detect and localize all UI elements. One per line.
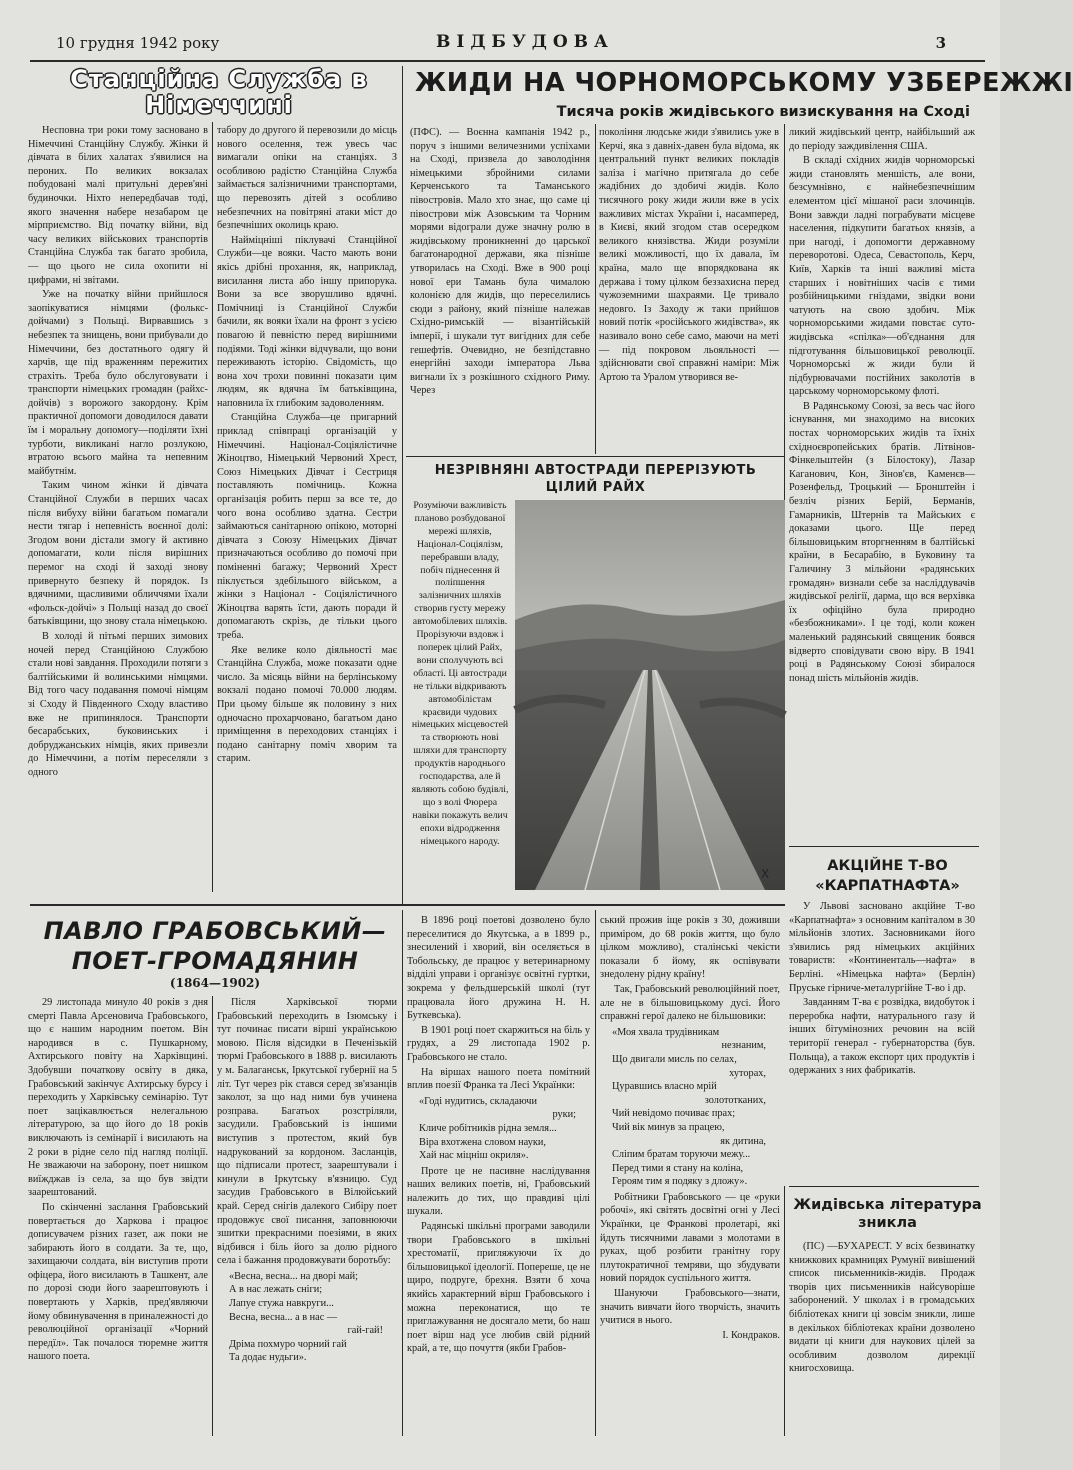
column-rule (212, 996, 213, 1436)
autobahn-headline: НЕЗРІВНЯНІ АВТОСТРАДИ ПЕРЕРІЗУЮТЬ ЦІЛИЙ РАЙХ (434, 463, 757, 495)
jews-article-col-3 (789, 126, 975, 844)
literature-text (789, 1240, 975, 1450)
autobahn-photo (515, 500, 785, 890)
verse-line: Лапуе стужа навкруги... (229, 1298, 334, 1310)
verse-line: руки; (552, 1109, 576, 1121)
caption-text: Розуміючи важливість планово розбудованої мережі шляхів, Націонал-Соціялізм, перебравши владу, побіч піднесення й поліпшення залізничних шляхів створив густу мережу автомобілевих шляхів. Прорізуючи вздовж і поперек цілий Райх, вони сполучують всі області. Ці автостради не тільки відкривають автомобілістам краєвиди чудових німецьких місцевостей та створюють нові шляхи для транспорту продуктів народнього господарства, але й являють собою будівлі, що з волі Фюрера навіки покажуть велич епохи відродження німецького народу. (411, 500, 509, 847)
grabovsky-col-4 (600, 914, 780, 1454)
paragraph: По скінченні заслання Грабовський повертається до Харкова і працює дописувачем різних газет, аж поки не забирають його в солдати. За те, що, захищаючи солдата, він виступив проти офіцера, його висилають в Ташкент, але по дорозі сюди його заарештовують і повертають у Харків, пред'являючи йому обвинувачення в приналежності до революційної організації «Чорний передїл». Так почалося тюремне життя нашого поета. (28, 1201, 208, 1363)
paragraph: В 1896 році поетові дозволено було переселитися до Якутська, а в 1899 р., знесилений і хворий, він оселяється в Тобольську, де працює у ветеринарному відділі управи і організує освітні гуртки, зокрема у фельдшерській школі (тут працювала його дружина Н. Н. Буткевська). (407, 915, 590, 1022)
verse-line: Перед тими я стану на коліна, (612, 1162, 744, 1174)
newspaper-title: ВІДБУДОВА (436, 32, 614, 52)
verse-line: Цуравшись власно мрій (612, 1081, 717, 1093)
paragraph: На віршах нашого поета помітний вплив поезії Франка та Лесі Українки: (407, 1066, 590, 1092)
verse-line: Героям тим я подяку з дложу». (612, 1176, 748, 1188)
paragraph: В 1901 році поет скаржиться на біль у грудях, а 29 листопада 1902 р. Грабовського не стало. (407, 1024, 590, 1063)
verse-line: «Моя хвала трудівникам (612, 1026, 720, 1038)
jews-article-subtitle: Тисяча років жидівського визискування на Сході (556, 104, 970, 120)
grabovsky-col-2 (217, 996, 397, 1436)
poem-excerpt (217, 1270, 397, 1365)
author-signature: І. Кондраков. (722, 1329, 780, 1341)
paragraph: Найміцніші піклувачі Станційної Служби—це вояки. Часто мають вони якісь дрібні прохання, як, наприклад, висилання листа або іншу припорука. Вони за все зворушливо вдячні. Помічниці із Станційної Служби бачили, як вояки їхали на фронт з усією повагою й певністю перед вирішними подіями. Тоді жінки відчували, що вони переживають історію. Свідомість, що вона хоч трохи повинні показати цим людям, як вдячна їм батьківщина, наповнила їх глибоким задоволенням. (217, 234, 397, 409)
column-rule (402, 66, 403, 906)
column-rule (595, 124, 596, 454)
paragraph: 29 листопада минуло 40 років з дня смерті Павла Арсеновича Грабовського, що є нашим народним поетом. Він народився в с. Пушкарному, Ахтирського повіту на Харківщині. Здобувши початкову освіту в дяка, Грабовський закінчує Ахтирську бурсу і переходить у Харківську семінарію. Тут поет зацікавлюється нелегальною літературою, за що його до 18 років виключають із семінарії і висилають на 2 роки в рідне село під нагляд поліції. Не зважаючи на заборону, поет нишком виїжджав із села, за що був звідти заарештований. (28, 997, 208, 1199)
paragraph: Так, Грабовський революційний поет, але не в більшовицькому дусі. Його справжні герої далеко не більшовики: (600, 983, 780, 1023)
paragraph: Робітники Грабовського — це «руки робочі», які світять досвітні огні у Лесі Українки, це Франкові пролетарі, які йдуть тисячними лавами з молотами в руках, щоб розбити гранітну гору плутократичної темряви, що збудувати новий порядок суспільного життя. (600, 1191, 780, 1285)
jews-article-col-2: покоління людське жиди з'явились уже в Керчі, яка з давніх-давен була відома, як центральний пункт великих покладів заліза і магічно притягала до себе жадібних до здобичі жидів. Коло тисячного року жиди жили вже в усіх важливих містах України і, насамперед, в Києві, який згодом став осередком великого князівства. Жиди розуміли великі можливості, що їх давала, їм країна, мало ще впорядкована як держава і тому цілком беззахисна перед чужоземними шахраями. Це тривало недовго. Із Заходу ж таки прийшов новий потік «російського жидівства», як називало воно себе само, маючи на меті — під покровом льояльності — здійснювати свої справжні наміри: Між Артою та Уралом утворився ве- (599, 127, 779, 383)
station-service-col-2 (217, 124, 397, 894)
station-service-title: Станційна Служба в Німеччині (70, 65, 368, 119)
paragraph: Несповна три роки тому засновано в Німеччині Станційну Службу. Жінки й дівчата в білих халатах з'явилися на пероних. По великих вокзалах побудовані малі притульні дерев'яні будиночки. Ніхто непередбачав тоді, якого значення набере незабаром це мірприємство. Від початку війни, від часу великих військових транспортів Станційна Служба так багато зробила, — що цього не сила охопити ні цифрами, ні звітами. (28, 125, 208, 286)
verse-line: Хай нас міцніш окриля». (419, 1150, 529, 1162)
section-rule (406, 456, 784, 457)
paragraph: Після Харківської тюрми Грабовський переходить в Ізюмську і тут починає писати вірші українською мовою. Після відсидки в Печенізькій тюрмі Грабовського в 1888 р. висилають у м. Балаганськ, Іркутської губернії на 5 літ. Тут через рік стався серед зв'язанців заколот, за що над ними був учинена розправа. Багатьох розстріляли, засудили. Грабовський із іншими виступив з протестом, який був надрукований за кордоном. Засланців, що підписали протест, заарештували і кинули в Іркутську в'язницю. Суд засудив Грабовського в Вілюйський край. Серед снігів далекого Сибіру поет продовжує свої писання, заповнюючи зшитки прекрасними поезіями, в яких відбився і біль його за долю рідного села і бажання продовжувати боротьбу: (217, 997, 397, 1267)
paragraph: Радянські шкільні програми заводили твори Грабовського в шкільні хрестоматії, пригляжуючи їх до більшовицької ідеології. Попереше, це не щиро, подруге, брехня. Взяти б хоча якийсь характерний вірш Грабовського і можна переконатися, що те приглажування не досягало мети, бо наш поет вірш над усе любив свій рідний край, а те, що почуття (якби Грабов- (407, 1221, 590, 1355)
verse-line: як дитина, (720, 1135, 766, 1147)
grabovsky-col-3 (407, 914, 590, 1436)
section-rule (789, 846, 979, 847)
paragraph: ликий жидівський центр, найбільший аж до періоду заждивілення США. (789, 127, 975, 152)
photo-mark: X (761, 867, 770, 881)
autobahn-caption (410, 500, 510, 892)
paragraph: Яке велике коло діяльності має Станційна Служба, може показати одне число. За місяць війни на берлінському вокзалі подано помочі 70.000 людям. При цьому більше як половину з них одночасно прохарчовано, багатьом дано приміщення в переходових станціях і подано санітарну поміч хворим та старим. (217, 644, 397, 765)
issue-date: 10 грудня 1942 року (56, 34, 220, 52)
section-rule (30, 904, 785, 906)
verse-line: Чий невідомо почиває прах; (612, 1108, 736, 1120)
karpatnafta-text (789, 900, 975, 1180)
column-rule (212, 122, 213, 892)
paragraph: В Радянському Союзі, за весь час його існування, ми знаходимо на високих постах чорноморських жидів та їхніх східноєвропейських братів. Літвінов-Фінкельштейн (з Білостоку), Лазар Каганович, Кон, Зінов'єв, Каменєв—Розенфельд, Троцький — Бронштейн і безліч різних Берій, Берманів, Гамарників, Штернів та Майських є доказами цього. Ще перед більшовицьким вторгненням в балтійські країни, в Бесарабію, в Буковину та Галичину 3 мільйони «радянських громадян» визнали себе за насліддувачів жидівської релігії, дарма, що вся верхівка їх офіційно була природно «безбожниками». І це тоді, коли кожен маленький радянський священик боявся відверто сповідувати свою віру. В 1941 році в Радянському Союзі збиралося понад шість мільйонів жидів. (789, 400, 975, 684)
masthead (56, 34, 946, 56)
jews-article-title: ЖИДИ НА ЧОРНОМОРСЬКОМУ УЗБЕРЕЖЖІ (415, 68, 1073, 98)
verse-line: золототканих, (704, 1094, 766, 1106)
grabovsky-years: (1864—1902) (169, 976, 261, 990)
verse-line: Та додає нудьги». (229, 1352, 307, 1364)
literature-title: Жидівська література зникла (793, 1197, 982, 1231)
grabovsky-title: ПАВЛО ГРАБОВСЬКИЙ— ПОЕТ-ГРОМАДЯНИН (43, 917, 387, 975)
column-rule (595, 910, 596, 1436)
paragraph: Завданням Т-ва є розвідка, видобуток і переробка нафти, натурального газу й інших бітумінозних речовин на всій території генерал - губернаторства (був. Польща), а також експорт цих продуктів і одержаних з них фабрикатів. (789, 997, 975, 1077)
verse-line: гай-гай! (347, 1325, 383, 1337)
page-number: 3 (935, 34, 946, 52)
paragraph: Таким чином жінки й дівчата Станційної Служби в перших часах після вибуху війни багатьом помагали нести тягар і непевність воєнної долі: Згодом вони дістали змогу й активно допомагати, коли після вирішних перемог на сході й заході знову привернуто безпеку й порядок. Із вдячними, щасливими обличчями їхали «фольск-дойчі» з Польщі назад до своєї батьківщини, що знову стала німецькою. (28, 480, 208, 628)
station-service-col-1 (28, 124, 208, 894)
karpatnafta-title: АКЦІЙНЕ Т-ВО «КАРПАТНАФТА» (815, 858, 960, 894)
column-rule (402, 910, 403, 1436)
paragraph: В складі східних жидів чорноморські жиди становлять меншість, але вони, безсумнівно, є найнебезпечнішим елементом цієї мішаної раси злочинців. Вони завжди ладні пограбувати місцеве населення, підкупити багатьох князів, а при нагоді, і допомогти державному переворотові. Одеса, Севастополь, Керч, Київ, Харків та інші важливі міста старших і новітніших часів є тими розбійницькими гніздами, звідки вони чатують на свою здобич. Між чорноморськими жидами повстає суто-жидівська «спілка»—об'єднання для підготування більшовицької революції. Чорноморські ж жиди були й підбурювачами постійних заколотів в царському чорноморському флоті. (789, 155, 975, 398)
verse-line: хуторах, (729, 1067, 766, 1079)
verse-line: Сліпим братам торуючи межу... (612, 1149, 751, 1161)
verse-line: Дріма похмуро чорний гай (229, 1338, 347, 1350)
section-rule (789, 1186, 979, 1187)
verse-line: незнаним, (721, 1040, 766, 1052)
verse-line: «Весна, весна... на дворі май; (229, 1270, 359, 1282)
paragraph: Уже на початку війни прийшлося заопікуватися німцями (фолькс-дойчами) з Польщі. Вирвавшись з небезпек та знищень, вони прибували до Німеччини, без достатнього одягу й харчів, ще під враженням пережитих страхіть. Треба було обслуговувати і транспорти німецьких громадян (райхс-дойчів) з ворожого закордону. Крім практичної допомоги доводилося давати їм і моральну допомогу—поділяти їхні турботи, викликані нагло розлукою, втратою всього майна та непевним майбутнім. (28, 289, 208, 477)
masthead-rule (30, 60, 985, 62)
poem-excerpt (600, 1026, 780, 1189)
paragraph: В холоді й пітьмі перших зимових ночей перед Станційною Службою стали нові завдання. Проходили потяги з балтійськими й волинськими німцями. Від того часу подавання помочі німцям зі Сходу й Південного Сходу властиво вже не припинялося. Транспорти бесарабських, буковинських і добруджанських німців, яких привезли до Німеччини, а потім переселяли з одного (28, 630, 208, 778)
verse-line: Що двигали мисль по селах, (612, 1053, 737, 1065)
poem-excerpt (407, 1095, 590, 1163)
paragraph: Шануючи Грабовського—знати, значить вивчати його творчість, значить учитися в нього. (600, 1288, 780, 1327)
verse-line: Весна, весна... а в нас — (229, 1311, 338, 1323)
road-photo-icon (515, 500, 785, 890)
grabovsky-col-1 (28, 996, 208, 1436)
verse-line: «Годі нудитись, складаючи (419, 1095, 537, 1107)
paragraph: (ПС) —БУХАРЕСТ. У всіх безвинатку книжкових крамницях Румунії вивішений список письменників-жидів. Продаж творів цих письменників найсуворіше заборонений. У школах і в громадських бібліотеках книги ці зовсім зникли, лише в декількох бібліотеках країни дозволено видати ці книги для наукових цілей за особливим дозволом дирекції книгосховища. (789, 1241, 975, 1375)
verse-line: Кличе робітників рідна земля... (419, 1122, 557, 1134)
paragraph: табору до другого й перевозили до місць нового оселення, теж увесь час вимагали опіки на станціях. З особливою радістю Станційна Служба займається залізничними транспортами, що перевозять дітей з особливо небезпечних на повітряні атаки міст до безпечніших околиць краю. (217, 125, 397, 232)
jews-article-col-1: (ПФС). — Воєнна кампанія 1942 р., поруч з іншими величезними успіхами на Сході, призвела до заволодіння німецькими збройними силами Керченського та Таманського півостровів. Мало хто знає, що саме ці півострови між Азовським та Чорним морями відограли дуже значну ролю в жидівському проникненні до царської багатонародної держави, яка пізніше утворилась на Сході. Вже в 900 році нової ери Тамань була чималою колонією для жидів, що переселились сюди з району, який пізніше належав Східно-римській — візантійській імперії, і шукали тут вигідних для себе гешефтів. Очевидно, не безпідставно енергійні заходи імператора Льва вигнали їх з розкішного східного Риму. Через (410, 127, 590, 397)
verse-line: Чий вік минув за працею, (612, 1121, 725, 1133)
paragraph: У Львові засновано акційне Т-во «Карпатнафта» з основним капіталом в 30 мільйонів злотих. Засновниками його з'явились ряд німецьких акційних товариств: «Континенталь—нафта» в Берліні. «Німецька нафта» (Берлін) Пруське гірниче-металургійне Т-во і др. (789, 901, 975, 994)
verse-line: Віра вхотжена словом науки, (419, 1136, 546, 1148)
paragraph: Проте це не пасивне наслідування наших великих поетів, ні, Грабовський належить до тих, що правдиві цілі шукали. (407, 1165, 590, 1218)
verse-line: А в нас лежать сніги; (229, 1284, 323, 1296)
paragraph: ський прожив іще років з 30, доживши приміром, до 68 років життя, що було цілком можливо), сталінські чекісти показали б йому, як оспівувати знедолену рідну країну! (600, 915, 780, 981)
paragraph: Станційна Служба—це пригарний приклад співпраці організацій у Німеччині. Націонал-Соціялістичне Жіноцтво, Німецький Червоний Хрест, Союз Німецьких Дівчат і Сестриця поставляють помічниць. Кожна організація робить перш за все те, до чого вона особливо здатна. Сестри займаються санітарною опікою, моторні дівчата з Союзу Німецьких Дівчат призначаються особливо до помочі при поміненні багажу; Червоний Хрест піклується здебільшого військом, а жінки з Націонал - Соціялістичного Жіноцтва варять їсти, дають поради й допомагають скрізь, де тільки цього треба. (217, 412, 397, 641)
column-rule (784, 1186, 785, 1436)
